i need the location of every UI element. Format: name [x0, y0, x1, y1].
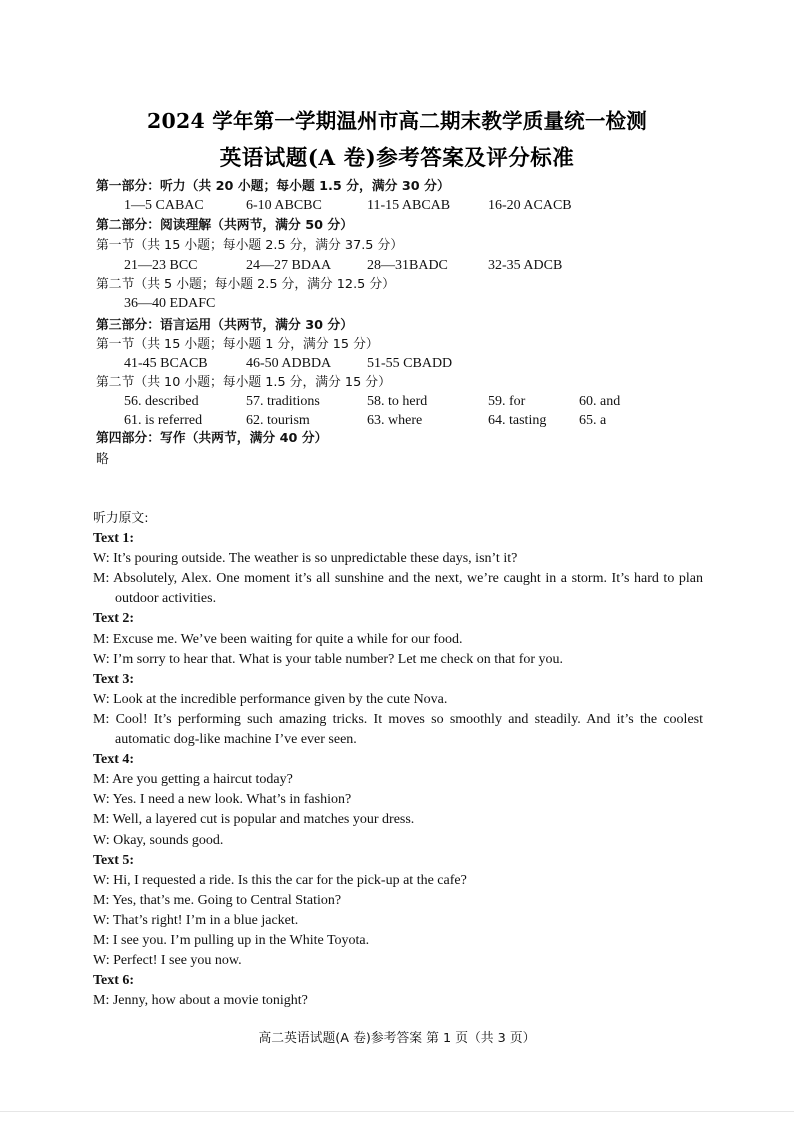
transcript-title: 听力原文: — [93, 511, 149, 526]
answer-item: 56. described — [124, 394, 199, 409]
transcript-text-heading: Text 6: — [93, 973, 135, 989]
part4-heading: 第四部分：写作（共两节，满分 40 分） — [96, 431, 328, 446]
answer-item: 63. where — [367, 413, 423, 428]
answer-group: 24—27 BDAA — [246, 258, 332, 273]
answer-group: 1—5 CABAC — [124, 198, 204, 213]
transcript-line: M: Well, a layered cut is popular and matches your dress. — [93, 812, 415, 828]
answer-item: 62. tourism — [246, 413, 310, 428]
answer-group: 51-55 CBADD — [367, 356, 453, 371]
answer-item: 61. is referred — [124, 413, 203, 428]
transcript-line: W: Look at the incredible performance given by the cute Nova. — [93, 691, 448, 707]
transcript-line: M: Are you getting a haircut today? — [93, 772, 293, 788]
transcript-line: W: It’s pouring outside. The weather is so unpredictable these days, isn’t it? — [93, 551, 518, 567]
part2-heading: 第二部分：阅读理解（共两节，满分 50 分） — [96, 218, 354, 233]
document-subtitle: 英语试题(A 卷)参考答案及评分标准 — [219, 146, 575, 171]
page-footer: 高二英语试题(A 卷)参考答案 第 1 页（共 3 页） — [258, 1031, 536, 1046]
answer-item: 57. traditions — [246, 394, 320, 409]
divider — [0, 1111, 794, 1112]
transcript-line: W: That’s right! I’m in a blue jacket. — [93, 912, 299, 928]
document-title: 2024 学年第一学期温州市高二期末教学质量统一检测 — [147, 109, 647, 133]
listening-transcript — [93, 509, 703, 1011]
answer-group: 32-35 ADCB — [488, 258, 563, 273]
answer-item: 60. and — [579, 394, 621, 409]
transcript-line: M: Yes, that’s me. Going to Central Station? — [93, 892, 342, 908]
transcript-line: M: Jenny, how about a movie tonight? — [93, 993, 308, 1009]
answer-item: 59. for — [488, 394, 526, 409]
transcript-text-heading: Text 2: — [93, 611, 135, 627]
answer-group: 36—40 EDAFC — [124, 296, 216, 311]
answer-item: 58. to herd — [367, 394, 428, 409]
answer-group: 41-45 BCACB — [124, 356, 208, 371]
answer-group: 11-15 ABCAB — [367, 198, 451, 213]
transcript-line: W: Yes. I need a new look. What’s in fashion? — [93, 792, 352, 808]
answer-group: 16-20 ACACB — [488, 198, 572, 213]
transcript-line: M: I see you. I’m pulling up in the White Toyota. — [93, 932, 370, 948]
part2-section1-heading: 第一节（共 15 小题；每小题 2.5 分，满分 37.5 分） — [96, 238, 404, 253]
transcript-line: W: I’m sorry to hear that. What is your table number? Let me check on that for you. — [93, 651, 564, 667]
transcript-text-heading: Text 5: — [93, 852, 135, 868]
transcript-line: M: Cool! It’s performing such amazing tricks. It moves so smoothly and steadily. And it’s the coolest automatic dog-like machine I’ve ever seen. — [93, 711, 703, 748]
part3-section1-heading: 第一节（共 15 小题；每小题 1 分，满分 15 分） — [96, 337, 379, 352]
part1-heading: 第一部分：听力（共 20 小题；每小题 1.5 分，满分 30 分） — [96, 179, 450, 194]
answer-group: 21—23 BCC — [124, 258, 198, 273]
part2-section2-heading: 第二节（共 5 小题；每小题 2.5 分，满分 12.5 分） — [96, 277, 395, 292]
transcript-line: W: Perfect! I see you now. — [93, 953, 242, 969]
transcript-line: W: Okay, sounds good. — [93, 832, 224, 848]
part3-section2-heading: 第二节（共 10 小题；每小题 1.5 分，满分 15 分） — [96, 375, 391, 390]
transcript-text-heading: Text 3: — [93, 671, 135, 687]
part3-heading: 第三部分：语言运用（共两节，满分 30 分） — [96, 318, 354, 333]
transcript-text-heading: Text 1: — [93, 531, 135, 547]
transcript-line: M: Absolutely, Alex. One moment it’s all sunshine and the next, we’re caught in a storm. It’s hard to plan outdoor activities. — [93, 571, 703, 607]
answer-group: 46-50 ADBDA — [246, 356, 332, 371]
answer-group: 6-10 ABCBC — [246, 198, 322, 213]
answer-group: 28—31BADC — [367, 258, 448, 273]
answer-item: 65. a — [579, 413, 607, 428]
answer-item: 64. tasting — [488, 413, 547, 428]
part4-note: 略 — [96, 452, 109, 467]
transcript-line: W: Hi, I requested a ride. Is this the car for the pick-up at the cafe? — [93, 872, 467, 888]
transcript-text-heading: Text 4: — [93, 752, 135, 768]
transcript-line: M: Excuse me. We’ve been waiting for quite a while for our food. — [93, 631, 463, 647]
